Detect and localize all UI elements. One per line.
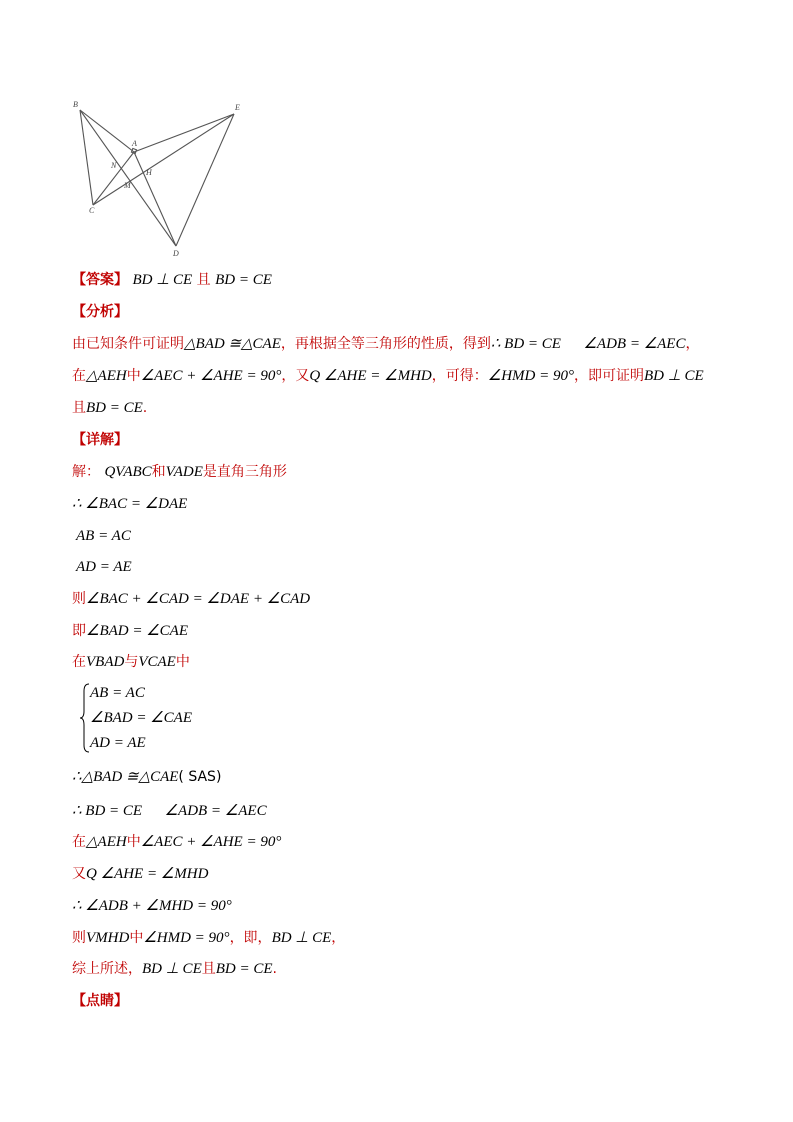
system-equation: ∠BAD = ∠CAE: [90, 710, 193, 726]
system-equation: AB = AC: [90, 685, 145, 701]
detail-math: ∠AEC + ∠AHE = 90°: [140, 834, 282, 850]
detail-line-13: [72, 928, 345, 948]
detail-math: VBAD: [86, 654, 125, 670]
detail-line-4: [76, 557, 132, 577]
analysis-heading: [72, 302, 128, 322]
detail-math: ∴△BAD ≅△CAE: [72, 769, 179, 785]
comment-heading: [72, 991, 128, 1011]
right-angle-mark: [131, 148, 136, 153]
detail-math: VCAE: [138, 654, 176, 670]
analysis-text: ，即可证明: [573, 368, 644, 384]
detail-text: 在: [72, 834, 86, 850]
label-m: M: [124, 181, 131, 190]
detail-math: ∴ ∠ADB + ∠MHD = 90°: [72, 898, 232, 914]
detail-text: 即: [72, 623, 86, 639]
detail-line-7: [72, 652, 190, 672]
detail-math: Q ∠AHE = ∠MHD: [86, 866, 209, 882]
detail-text: 综上所述，: [72, 961, 142, 977]
detail-text: 中: [126, 834, 141, 850]
left-brace-icon: [80, 683, 90, 753]
detail-line-11: [72, 864, 208, 884]
detail-tag: 【详解】: [72, 432, 128, 448]
analysis-line-3: [72, 398, 147, 418]
detail-line-5: [72, 589, 310, 609]
segment-bd: [80, 110, 176, 246]
detail-math: AB = AC: [76, 528, 131, 544]
analysis-text: ，可得：: [431, 368, 488, 384]
analysis-math: Q ∠AHE = ∠MHD: [309, 368, 432, 384]
analysis-line-1: [72, 334, 699, 354]
triangle-diagram: [66, 96, 266, 264]
system-equation: AD = AE: [90, 735, 146, 751]
detail-line-12: [72, 896, 232, 916]
analysis-text: .: [142, 400, 148, 416]
analysis-math: ∴ BD = CE ∠ADB = ∠AEC: [490, 336, 686, 352]
analysis-math: BD = CE: [86, 400, 143, 416]
system-row: [90, 683, 145, 703]
analysis-text: 由已知条件可证明: [72, 336, 184, 352]
detail-line-9: [72, 801, 267, 821]
detail-text: ，: [331, 930, 346, 946]
label-n: N: [111, 161, 117, 170]
segment-ed: [176, 114, 234, 246]
analysis-text: ，又: [281, 368, 310, 384]
detail-text: 在: [72, 654, 86, 670]
detail-text: 则: [72, 591, 86, 607]
detail-text: 和: [151, 464, 166, 480]
detail-math: BD = CE: [215, 961, 273, 977]
label-a: A: [132, 139, 137, 148]
detail-math: BD ⊥ CE: [271, 930, 332, 946]
analysis-tag: 【分析】: [72, 304, 128, 320]
detail-math: ∠HMD = 90°: [143, 930, 230, 946]
label-c: C: [89, 206, 95, 215]
detail-line-8: [72, 767, 221, 787]
detail-heading: [72, 430, 128, 450]
label-e: E: [235, 103, 240, 112]
analysis-text: 中: [126, 368, 141, 384]
geometry-figure: [66, 96, 266, 264]
detail-math: ∴ BD = CE ∠ADB = ∠AEC: [72, 803, 267, 819]
answer-math-equal: BD = CE: [215, 272, 272, 288]
detail-text: 中: [175, 654, 190, 670]
detail-math: ∠BAC + ∠CAD = ∠DAE + ∠CAD: [86, 591, 311, 607]
system-row: [90, 733, 146, 753]
segment-bc: [80, 110, 93, 205]
detail-text: 解：: [72, 464, 100, 480]
analysis-math: △AEH: [86, 368, 127, 384]
detail-text: 中: [129, 930, 144, 946]
analysis-math: ∠AEC + ∠AHE = 90°: [140, 368, 282, 384]
segment-ce: [93, 114, 234, 205]
detail-text: 是直角三角形: [202, 464, 287, 480]
segment-ad: [134, 152, 176, 246]
detail-line-10: [72, 832, 281, 852]
analysis-math: ∠HMD = 90°: [487, 368, 574, 384]
label-h: H: [146, 168, 152, 177]
detail-math: AD = AE: [76, 559, 132, 575]
detail-math: ∴ ∠BAC = ∠DAE: [72, 496, 188, 512]
detail-text: 则: [72, 930, 86, 946]
comment-tag: 【点睛】: [72, 993, 128, 1009]
detail-math: BD ⊥ CE: [142, 961, 202, 977]
detail-text: 又: [72, 866, 86, 882]
detail-math: VADE: [165, 464, 203, 480]
answer-tag: 【答案】: [72, 272, 128, 288]
detail-line-6: [72, 621, 188, 641]
answer-line: [72, 270, 272, 290]
detail-line-2: [72, 494, 187, 514]
analysis-text: 在: [72, 368, 86, 384]
answer-and: 且: [196, 272, 211, 288]
equation-system: [80, 683, 220, 755]
detail-math: VMHD: [86, 930, 130, 946]
detail-text: ( SAS): [178, 769, 222, 785]
analysis-text: ，: [685, 336, 700, 352]
detail-line-14: [72, 959, 277, 979]
detail-text: 且: [201, 961, 216, 977]
detail-line-3: [76, 526, 131, 546]
detail-math: △AEH: [86, 834, 127, 850]
detail-text: ，即，: [229, 930, 272, 946]
detail-line-1: [72, 462, 287, 482]
detail-math: ∠BAD = ∠CAE: [86, 623, 189, 639]
system-row: [90, 708, 192, 728]
detail-math: QVABC: [104, 464, 152, 480]
answer-math-perp: BD ⊥ CE: [132, 272, 193, 288]
detail-text: .: [272, 961, 277, 977]
detail-text: 与: [124, 654, 139, 670]
analysis-math: BD ⊥ CE: [643, 368, 704, 384]
analysis-line-2: [72, 366, 704, 386]
analysis-text: 且: [72, 400, 86, 416]
label-d: D: [173, 249, 179, 258]
analysis-text: ，再根据全等三角形的性质，得到: [280, 336, 491, 352]
segment-ba: [80, 110, 134, 152]
analysis-math: △BAD ≅△CAE: [184, 336, 281, 352]
label-b: B: [73, 100, 78, 109]
